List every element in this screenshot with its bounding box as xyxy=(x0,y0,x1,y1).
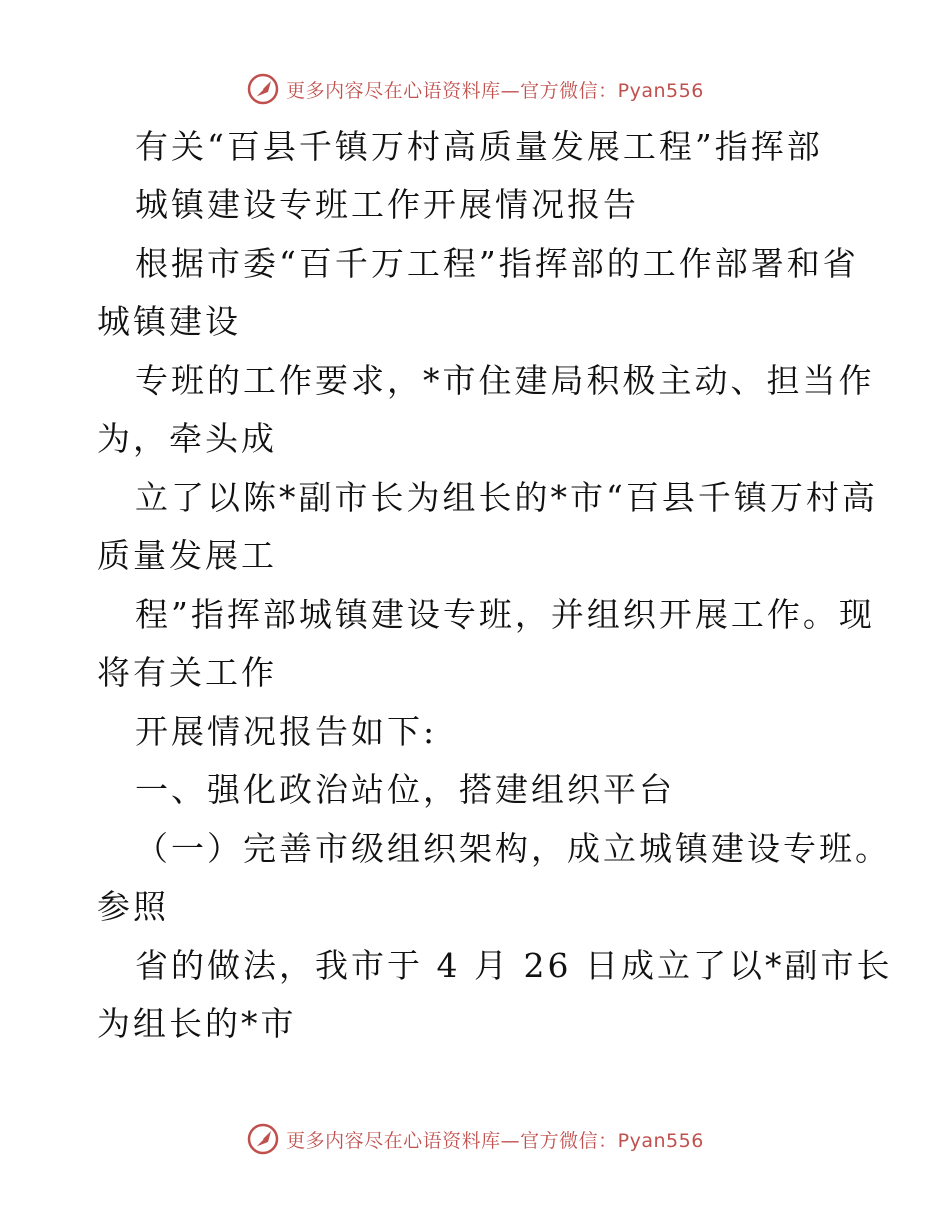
paragraph-line: 为，牵头成 xyxy=(97,419,277,458)
quill-logo-icon xyxy=(246,72,280,106)
watermark-text: 更多内容尽在心语资料库—官方微信：Pyan556 xyxy=(286,1129,704,1152)
paragraph-line: 城镇建设 xyxy=(97,302,241,341)
paragraph-line: 为组长的*市 xyxy=(97,1004,297,1043)
subsection-line: （一）完善市级组织架构，成立城镇建设专班。 xyxy=(135,829,891,868)
header-watermark xyxy=(0,72,950,106)
section-heading: 一、强化政治站位，搭建组织平台 xyxy=(135,770,675,809)
paragraph-line: 将有关工作 xyxy=(97,653,277,692)
paragraph-line: 根据市委“百千万工程”指挥部的工作部署和省 xyxy=(135,244,859,283)
watermark-text: 更多内容尽在心语资料库—官方微信：Pyan556 xyxy=(286,79,704,102)
paragraph-line: 质量发展工 xyxy=(97,536,277,575)
paragraph-line: 省的做法，我市于 4 月 26 日成立了以*副市长 xyxy=(135,946,893,985)
paragraph-line: 程”指挥部城镇建设专班，并组织开展工作。现 xyxy=(135,595,875,634)
paragraph-line: 专班的工作要求，*市住建局积极主动、担当作 xyxy=(135,361,875,400)
paragraph-line: 开展情况报告如下: xyxy=(135,712,438,751)
footer-watermark xyxy=(0,1122,950,1156)
paragraph-line: 参照 xyxy=(97,887,169,926)
title-line-1: 有关“百县千镇万村高质量发展工程”指挥部 xyxy=(135,127,823,166)
title-line-2: 城镇建设专班工作开展情况报告 xyxy=(135,185,639,224)
paragraph-line: 立了以陈*副市长为组长的*市“百县千镇万村高 xyxy=(135,478,878,517)
quill-logo-icon xyxy=(246,1122,280,1156)
